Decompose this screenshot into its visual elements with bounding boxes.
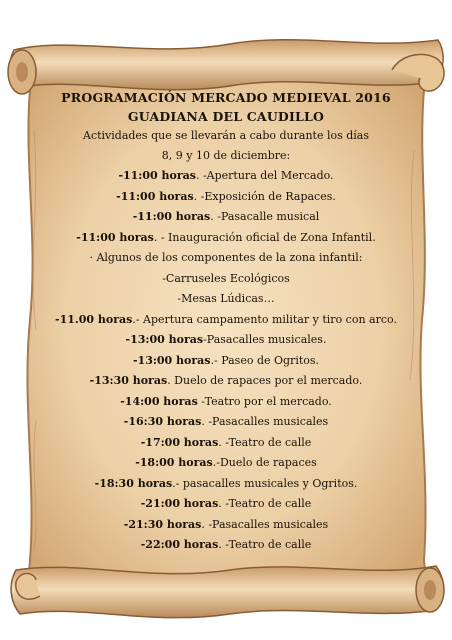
schedule-item <box>40 494 412 515</box>
schedule-item <box>40 228 412 249</box>
schedule-item <box>40 187 412 208</box>
program-title: PROGRAMACIÓN MERCADO MEDIEVAL 2016 <box>61 90 391 105</box>
schedule-activity: · Algunos de los componentes de la zona infantil: <box>89 251 363 264</box>
schedule-activity: -Teatro por el mercado. <box>197 394 332 408</box>
schedule-activity: -Pasacalles musicales. <box>203 333 327 346</box>
program-location: GUADIANA DEL CAUDILLO <box>127 109 325 124</box>
schedule-time: -11.00 horas <box>55 312 133 326</box>
intro-text: Actividades que se llevarán a cabo durante los días <box>83 129 369 142</box>
schedule-time: -18:00 horas <box>135 456 213 469</box>
schedule-list <box>40 166 412 556</box>
schedule-activity: . - Inauguración oficial de Zona Infantil. <box>153 230 376 244</box>
intro-dates: 8, 9 y 10 de diciembre: <box>161 149 291 162</box>
schedule-activity: . -Teatro de calle <box>218 497 312 510</box>
schedule-time: -21:00 horas <box>140 497 219 510</box>
schedule-activity: . Duelo de rapaces por el mercado. <box>167 374 363 387</box>
schedule-item <box>40 474 412 495</box>
schedule-time: -11:00 horas <box>76 230 154 244</box>
schedule-activity: . -Teatro de calle <box>218 435 312 449</box>
schedule-activity: . -Teatro de calle <box>218 538 312 551</box>
schedule-time: -16:30 horas <box>123 415 202 428</box>
schedule-item <box>40 515 412 536</box>
schedule-item <box>40 330 412 351</box>
schedule-item <box>40 433 412 454</box>
scroll-roll-top <box>10 40 443 90</box>
schedule-item <box>40 289 412 310</box>
schedule-time: -11:00 horas <box>132 210 211 223</box>
schedule-activity: .- Paseo de Ogritos. <box>210 353 320 367</box>
schedule-activity: -Carruseles Ecológicos <box>162 271 290 285</box>
schedule-item <box>40 207 412 228</box>
schedule-time: -17:00 horas <box>140 435 219 449</box>
schedule-time: -13:00 horas <box>132 353 211 367</box>
schedule-time: -13:00 horas <box>125 333 204 346</box>
schedule-activity: . -Pasacalles musicales <box>201 517 329 531</box>
schedule-item <box>40 371 412 392</box>
schedule-item <box>40 535 412 556</box>
schedule-activity: . -Exposición de Rapaces. <box>193 189 336 203</box>
schedule-activity: .- Apertura campamento militar y tiro con arco. <box>132 312 397 326</box>
schedule-time: -18:30 horas <box>94 476 173 490</box>
schedule-time: -21:30 horas <box>123 517 202 531</box>
schedule-activity: .- pasacalles musicales y Ogritos. <box>172 476 358 490</box>
schedule-item <box>40 269 412 290</box>
schedule-item <box>40 310 412 331</box>
schedule-activity: -Mesas Lúdicas… <box>177 292 275 305</box>
schedule-time: -11:00 horas <box>118 169 196 182</box>
schedule-activity: .-Duelo de rapaces <box>212 456 317 469</box>
schedule-item <box>40 392 412 413</box>
schedule-item <box>40 166 412 187</box>
schedule-activity: . -Pasacalle musical <box>210 210 320 223</box>
program-text <box>40 88 412 556</box>
schedule-activity: . -Apertura del Mercado. <box>195 169 334 182</box>
schedule-item <box>40 412 412 433</box>
schedule-time: -22:00 horas <box>140 538 219 551</box>
schedule-time: -13:30 horas <box>89 374 168 387</box>
schedule-activity: . -Pasacalles musicales <box>201 415 329 428</box>
schedule-time: -14:00 horas <box>120 394 198 408</box>
schedule-time: -11:00 horas <box>116 189 194 203</box>
schedule-item <box>40 248 412 269</box>
schedule-item <box>40 351 412 372</box>
schedule-item <box>40 453 412 474</box>
scroll-roll-bottom <box>11 566 443 618</box>
